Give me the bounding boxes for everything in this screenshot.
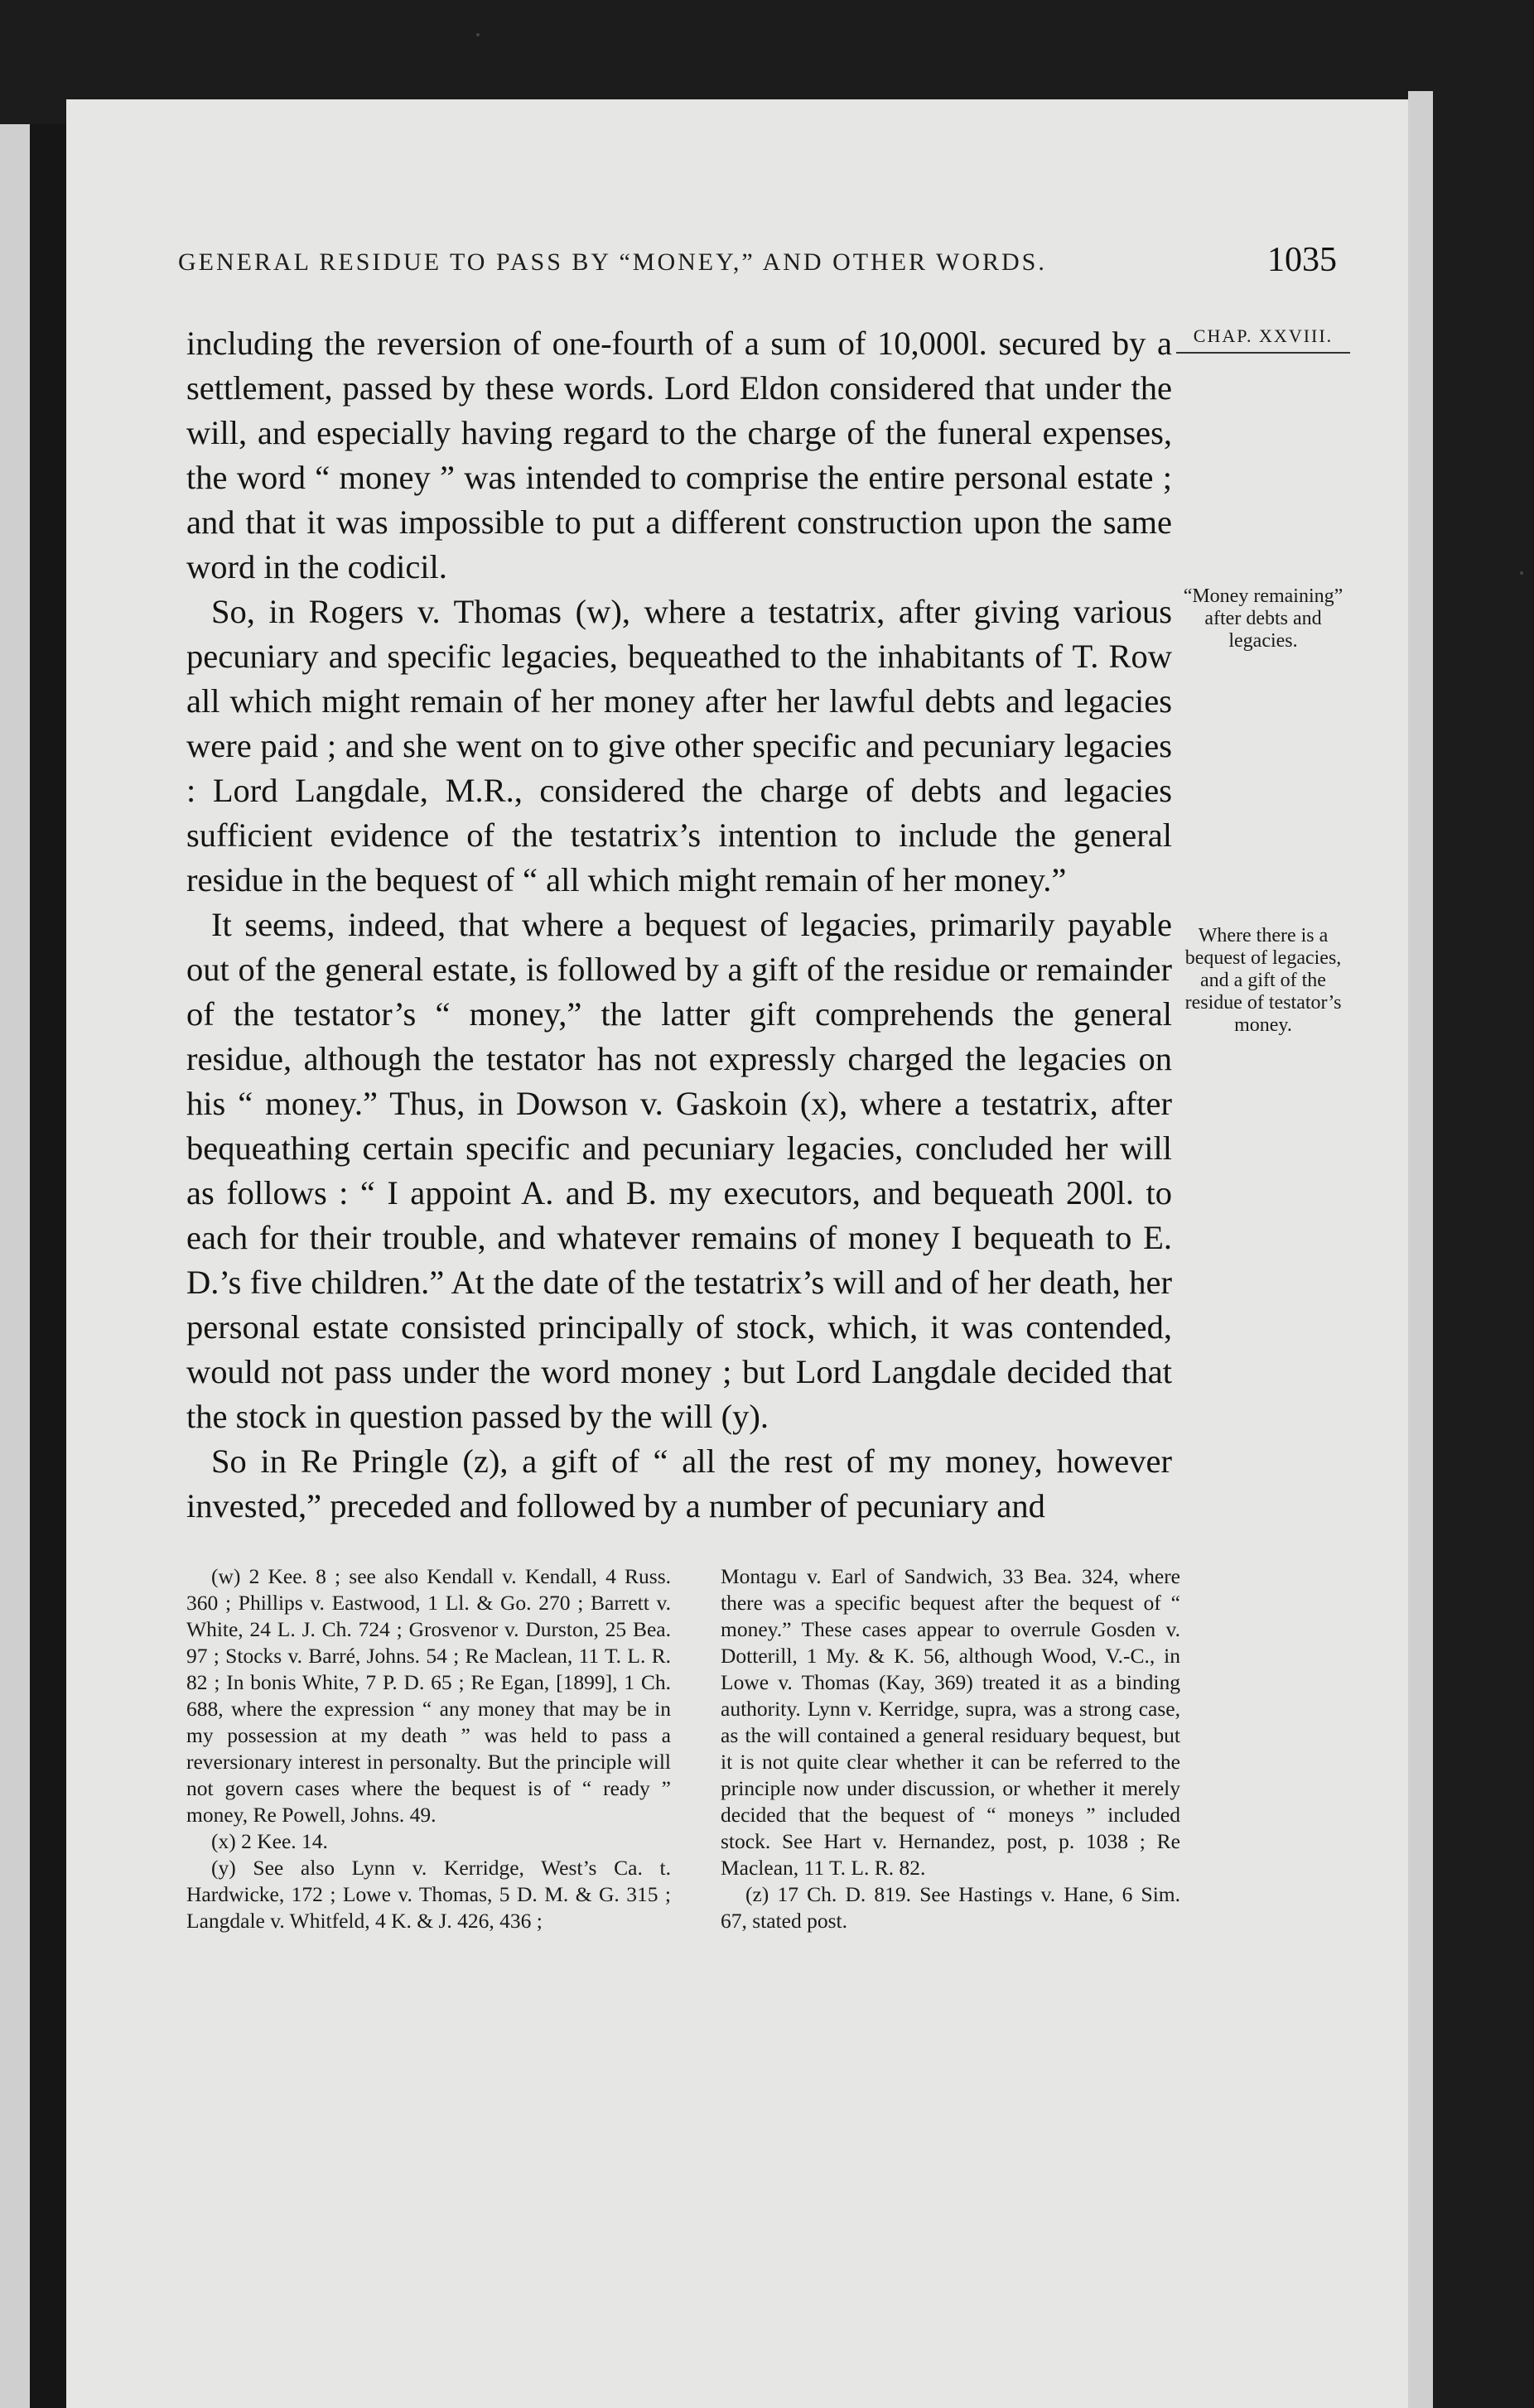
running-title: GENERAL RESIDUE TO PASS BY “MONEY,” AND OTHER WORDS. xyxy=(178,248,1047,276)
page-number: 1035 xyxy=(1267,241,1337,279)
footnote-y: (y) See also Lynn v. Kerridge, West’s Ca. t. Hardwicke, 172 ; Lowe v. Thomas, 5 D. M. & G. 315 ; Langdale v. Whitfeld, 4 K. & J. 426, 436 ; xyxy=(186,1856,671,1933)
footnotes-right-column xyxy=(721,1563,1180,1934)
footnote-x: (x) 2 Kee. 14. xyxy=(211,1829,328,1853)
dust-speck xyxy=(1520,571,1523,575)
footnote-y-continued: Montagu v. Earl of Sandwich, 33 Bea. 324, where there was a specific bequest after the bequest of “ money.” These cases appear to overrule Gosden v. Dotterill, 1 My. & K. 56, although Wood, V.-C., in Lowe v. Thomas (Kay, 369) treated it as a binding authority. Lynn v. Kerridge, supra, was a strong case, as the will contained a general residuary bequest, but it is not quite clear whether it can be referred to the principle now under discussion, or whether it merely decided that the bequest of “ moneys ” included stock. See Hart v. Hernandez, post, p. 1038 ; Re Maclean, 11 T. L. R. 82. xyxy=(721,1564,1180,1880)
book-gutter xyxy=(30,124,66,2408)
paragraph-2: So, in Rogers v. Thomas (w), where a testatrix, after giving various pecuniary and specific legacies, bequeathed to the inhabitants of T. Row all which might remain of her money after her lawful debts and legacies were paid ; and she went on to give other specific and pecuniary legacies : Lord Langdale, M.R., considered the charge of debts and legacies sufficient evidence of the testatrix’s intention to include the general residue in the bequest of “ all which might remain of her money.” xyxy=(186,593,1172,898)
margin-note-bequest-of-legacies: Where there is a bequest of legacies, and a gift of the residue of testator’s money. xyxy=(1184,925,1342,1036)
left-page-edge xyxy=(0,124,30,2408)
paragraph-4: So in Re Pringle (z), a gift of “ all the rest of my money, however invested,” preceded and followed by a number of pecuniary and xyxy=(186,1442,1172,1524)
footnote-z: (z) 17 Ch. D. 819. See Hastings v. Hane, 6 Sim. 67, stated post. xyxy=(721,1882,1180,1933)
footnotes-left-column xyxy=(186,1563,671,1934)
paragraph-3: It seems, indeed, that where a bequest of legacies, primarily payable out of the general estate, is followed by a gift of the residue or remainder of the testator’s “ money,” the latter gift comprehends the general residue, although the testator has not expressly charged the legacies on his “ money.” Thus, in Dowson v. Gaskoin (x), where a testatrix, after bequeathing certain specific and pecuniary legacies, concluded her will as follows : “ I appoint A. and B. my executors, and bequeath 200l. to each for their trouble, and whatever remains of money I bequeath to E. D.’s five children.” At the date of the testatrix’s will and of her death, her personal estate consisted principally of stock, which, it was contended, would not pass under the word money ; but Lord Langdale decided that the stock in question passed by the will (y). xyxy=(186,906,1172,1435)
margin-note-money-remaining: “Money remaining” after debts and legacies. xyxy=(1183,585,1343,652)
paragraph-1: including the reversion of one-fourth of a sum of 10,000l. secured by a settlement, passed by these words. Lord Eldon considered that under the will, and especially having regard to the charge of the funeral expenses, the word “ money ” was intended to comprise the entire personal estate ; and that it was impossible to put a different construction upon the same word in the codicil. xyxy=(186,325,1172,585)
main-text xyxy=(186,321,1172,1529)
footnote-w: (w) 2 Kee. 8 ; see also Kendall v. Kendall, 4 Russ. 360 ; Phillips v. Eastwood, 1 Ll. & Go. 270 ; Barrett v. White, 24 L. J. Ch. 724 ; Grosvenor v. Durston, 25 Bea. 97 ; Stocks v. Barré, Johns. 54 ; Re Maclean, 11 T. L. R. 82 ; In bonis White, 7 P. D. 65 ; Re Egan, [1899], 1 Ch. 688, where the expression “ any money that may be in my possession at my death ” was held to pass a reversionary interest in personalty. But the principle will not govern cases where the bequest is of “ ready ” money, Re Powell, Johns. 49. xyxy=(186,1564,671,1827)
dust-speck xyxy=(476,33,480,36)
chapter-label: CHAP. XXVIII. xyxy=(1176,325,1350,354)
page-right-edge xyxy=(1408,91,1433,2408)
